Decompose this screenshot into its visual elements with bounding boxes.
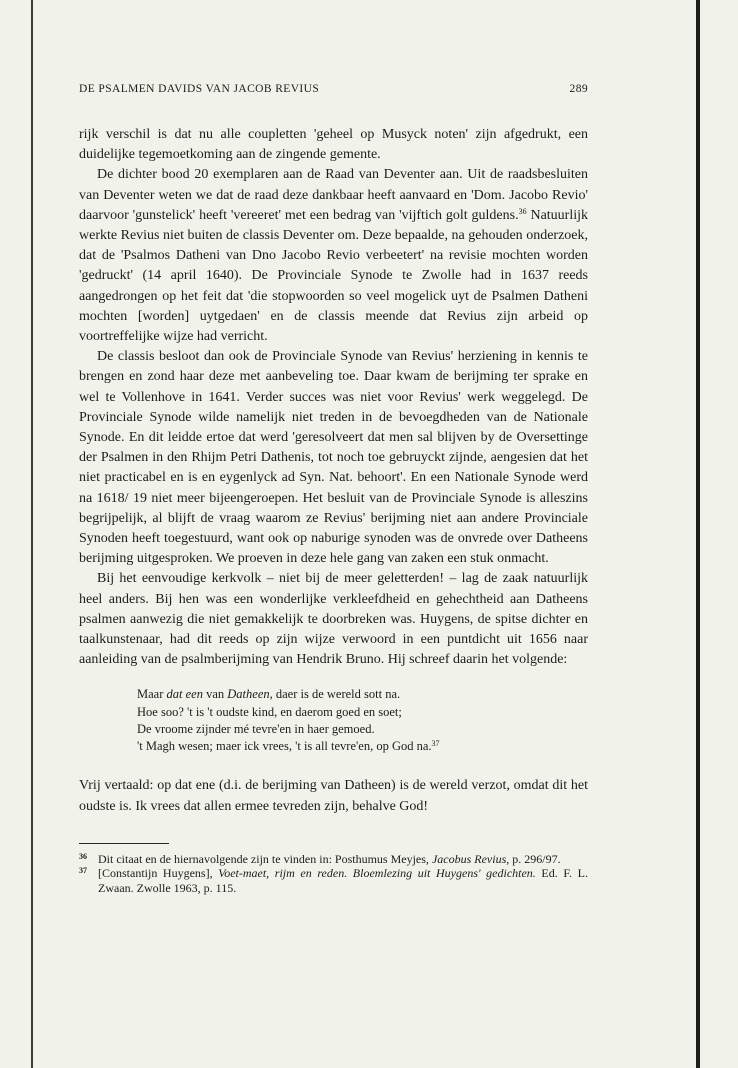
paragraph — [79, 125, 588, 165]
text-run: rijk verschil is dat nu alle coupletten 'geheel op Musyck noten' zijn afgedrukt, een duidelijke tegemoetkoming aan de zingende gemente. — [79, 127, 588, 163]
footnote-number: 36 — [79, 851, 87, 861]
footnote-ref: 36 — [518, 206, 527, 216]
paragraph — [79, 569, 588, 670]
body-text — [79, 125, 588, 817]
text-run: De classis besloot dan ook de Provinciale Synode van Revius' herziening in kennis te brengen en zond haar deze met aanbeveling toe. Daar kwam de berijming ter sprake en wel te Vollenhove in 1641. Verder succes was niet voor Revius' werk weggelegd. De Provinciale Synode wilde namelijk niet treden in de bevoegdheden van de Nationale Synode. En dit leidde ertoe dat werd 'geresolveert dat men sal blijven by de Oversettinge der Psalmen in den Rhijm Petri Dathenis, tot noch toe gebruyckt zijnde, aengesien dat het niet practicabel en is en eygenlyck ad Syn. Nat. behoort'. En een Nationale Synode werd na 1618/ 19 niet meer bijeengeroepen. Het besluit van de Provinciale Synode is alleszins begrijpelijk, al blijft de vraag waarom ze Revius' berijming niet aan andere Provinciale Synoden heeft toegestuurd, want ook op naburige synoden was de onvrede over Datheens berijming uitgesproken. We proeven in deze hele gang van zaken een stuk onmacht. — [79, 349, 588, 567]
running-header — [79, 83, 588, 103]
footnote-rule — [79, 843, 169, 844]
paragraph — [79, 347, 588, 569]
poem-text: 't Magh wesen; maer ick vrees, 't is all tevre'en, op God na. — [137, 739, 432, 754]
scan-right-edge — [696, 0, 700, 1068]
text-run: Dit citaat en de hiernavolgende zijn te vinden in: Posthumus Meyjes, — [98, 851, 432, 866]
page-number: 289 — [569, 83, 588, 95]
footnote — [79, 866, 588, 895]
footnote-ref: 37 — [431, 739, 440, 749]
poem-line — [137, 738, 588, 755]
text-run: Natuurlijk werkte Revius niet buiten de classis Deventer om. Deze bepaalde, na gehouden onderzoek, dat de 'Psalmos Datheni van Dno Jacobo Revio verbeetert' na revisie mochten worden 'gedruckt' (14 april 1640). De Provinciale Synode te Zwolle had in 1637 reeds aangedrongen op het feit dat 'die stopwoorden so veel mogelick uyt de Psalmen Datheni mochten [worden] uytgedaen' en de classis meende dat Revius zijn arbeid op voortreffelijke wijze had verricht. — [79, 207, 589, 345]
text-run: [Constantijn Huygens], — [98, 866, 219, 881]
italic-text: Voet-maet, rijm en reden. Bloemlezing uit Huygens' gedichten. — [218, 866, 536, 881]
paragraph: Vrij vertaald: op dat ene (d.i. de berijming van Datheen) is de wereld verzot, omdat dit het oudste is. Ik vrees dat allen ermee tevreden zijn, behalve God! — [79, 778, 588, 814]
text-run: Bij het eenvoudige kerkvolk – niet bij de meer geletterden! – lag de zaak natuurlijk heel anders. Bij hen was een wonderlijke verkleefdheid en gehechtheid aan Datheens psalmen aanwezig die niet gemakkelijk te doorbreken was. Huygens, de spitse dichter en taalkunstenaar, had dit reeds op zijn wijze verwoord in een puntdicht uit 1656 naar aanleiding van de psalmberijming van Hendrik Bruno. Hij schreef daarin het volgende: — [79, 571, 588, 668]
poem-text: van — [202, 687, 228, 702]
scan-left-edge — [31, 0, 33, 1068]
poem-quote — [137, 686, 588, 755]
footnote — [79, 852, 588, 867]
poem-italic: dat een — [166, 687, 203, 702]
poem-italic: Datheen, — [227, 687, 273, 702]
footnotes — [79, 852, 588, 896]
text-run: De dichter bood 20 exemplaren aan de Raad van Deventer aan. Uit de raadsbesluiten van Deventer weten we dat de raad deze dankbaar heeft aanvaard en 'Dom. Jacobo Revio' daarvoor 'gunstelick' heeft 'vereeret' met een bedrag van 'vijftich golt guldens. — [79, 167, 588, 223]
after-poem-block — [79, 776, 588, 816]
poem-text: Maar — [137, 687, 167, 702]
poem-line: Hoe soo? 't is 't oudste kind, en daerom goed en soet; — [137, 704, 402, 719]
text-run: Ed. F. L. Zwaan. Zwolle 1963, p. 115. — [98, 866, 588, 895]
footnote-number: 37 — [79, 866, 87, 876]
running-title: DE PSALMEN DAVIDS VAN JACOB REVIUS — [79, 83, 320, 95]
poem-line: De vroome zijnder mé tevre'en in haer gemoed. — [137, 721, 375, 736]
paragraph — [79, 165, 588, 347]
book-page — [79, 83, 588, 895]
poem-line — [137, 686, 588, 703]
paragraphs — [79, 125, 588, 670]
italic-text: Jacobus Revius, — [431, 851, 510, 866]
text-run: p. 296/97. — [509, 851, 561, 866]
poem-text: daer is de wereld sott na. — [272, 687, 401, 702]
